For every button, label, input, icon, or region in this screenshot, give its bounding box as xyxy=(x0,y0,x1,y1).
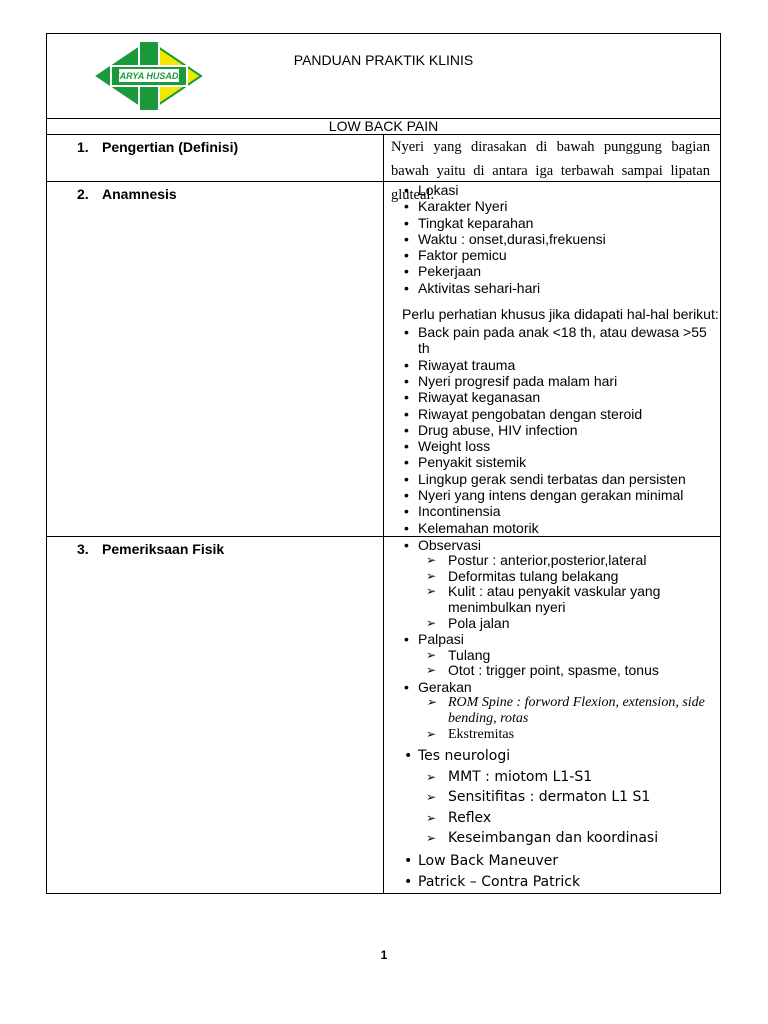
list-item: • Incontinensia xyxy=(384,503,720,519)
list-item: • Lingkup gerak sendi terbatas dan persisten xyxy=(384,471,720,487)
list-item: • Tes neurologi xyxy=(384,743,720,767)
list-item: • Faktor pemicu xyxy=(384,247,720,263)
list-item: • Observasi xyxy=(384,537,720,553)
hospital-logo xyxy=(95,39,203,113)
section-label-cell xyxy=(47,182,384,537)
list-item: • Drug abuse, HIV infection xyxy=(384,422,720,438)
section-2-label: 2. Anamnesis xyxy=(77,186,177,202)
list-item: • Palpasi xyxy=(384,631,720,647)
list-item: ➢ Deformitas tulang belakang xyxy=(384,569,720,585)
exam-list xyxy=(384,743,720,767)
list-item: • Nyeri yang intens dengan gerakan minimal xyxy=(384,487,720,503)
list-item: • Riwayat keganasan xyxy=(384,389,720,405)
list-item: • Nyeri progresif pada malam hari xyxy=(384,373,720,389)
list-item: ➢ Otot : trigger point, spasme, tonus xyxy=(384,663,720,679)
list-item: ➢ ROM Spine : forword Flexion, extension, side bending, rotas xyxy=(384,695,720,726)
svg-text:KARYA HUSADA: KARYA HUSADA xyxy=(113,71,185,81)
list-item: • Karakter Nyeri xyxy=(384,198,720,214)
anamnesis-list xyxy=(384,182,720,296)
list-item: ➢ Ekstremitas xyxy=(384,726,720,743)
list-item: • Aktivitas sehari-hari xyxy=(384,280,720,296)
document-title: PANDUAN PRAKTIK KLINIS xyxy=(293,52,474,68)
list-item: • Tingkat keparahan xyxy=(384,215,720,231)
list-item: ➢ Kulit : atau penyakit vaskular yang menimbulkan nyeri xyxy=(384,584,720,615)
gerakan-list xyxy=(384,695,720,743)
list-item: • Penyakit sistemik xyxy=(384,454,720,470)
section-label-cell xyxy=(47,135,384,182)
list-item: • Back pain pada anak <18 th, atau dewasa >55 th xyxy=(384,324,720,357)
exam-list xyxy=(384,849,720,893)
physical-exam-cell xyxy=(384,536,721,893)
neuro-list xyxy=(384,767,720,849)
section-3-label: 3. Pemeriksaan Fisik xyxy=(77,540,225,557)
list-item: ➢ Postur : anterior,posterior,lateral xyxy=(384,553,720,569)
exam-list xyxy=(384,537,720,553)
list-item: • Riwayat pengobatan dengan steroid xyxy=(384,406,720,422)
list-item: • Gerakan xyxy=(384,679,720,695)
list-item: • Kelemahan motorik xyxy=(384,520,720,536)
list-item: ➢ Sensitifitas : dermaton L1 S1 xyxy=(384,787,720,808)
observasi-list xyxy=(384,553,720,631)
section-label-cell xyxy=(47,536,384,893)
page-number: 1 xyxy=(380,948,388,962)
list-item: • Weight loss xyxy=(384,438,720,454)
warning-note: Perlu perhatian khusus jika didapati hal-hal berikut: xyxy=(402,306,719,323)
list-item: • Patrick – Contra Patrick xyxy=(384,872,720,893)
list-item: ➢ Keseimbangan dan koordinasi xyxy=(384,828,720,849)
list-item: ➢ MMT : miotom L1-S1 xyxy=(384,767,720,788)
warning-list xyxy=(384,324,720,536)
exam-list xyxy=(384,631,720,647)
anamnesis-cell xyxy=(384,182,721,537)
list-item: ➢ Pola jalan xyxy=(384,616,720,632)
header-cell xyxy=(47,34,721,119)
exam-list xyxy=(384,679,720,695)
palpasi-list xyxy=(384,648,720,679)
list-item: • Waktu : onset,durasi,frekuensi xyxy=(384,231,720,247)
list-item: • Pekerjaan xyxy=(384,263,720,279)
list-item: • Riwayat trauma xyxy=(384,357,720,373)
definition-text: Nyeri yang dirasakan di bawah punggung bagian bawah yaitu di antara iga terbawah sampai lipatan gluteal. xyxy=(391,139,710,203)
list-item: ➢ Reflex xyxy=(384,808,720,829)
section-1-label: 1. Pengertian (Definisi) xyxy=(77,139,239,155)
subtitle: LOW BACK PAIN xyxy=(47,119,721,135)
list-item: • Lokasi xyxy=(384,182,720,198)
list-item: ➢ Tulang xyxy=(384,648,720,664)
list-item: • Low Back Maneuver xyxy=(384,849,720,872)
guideline-table xyxy=(46,33,721,894)
